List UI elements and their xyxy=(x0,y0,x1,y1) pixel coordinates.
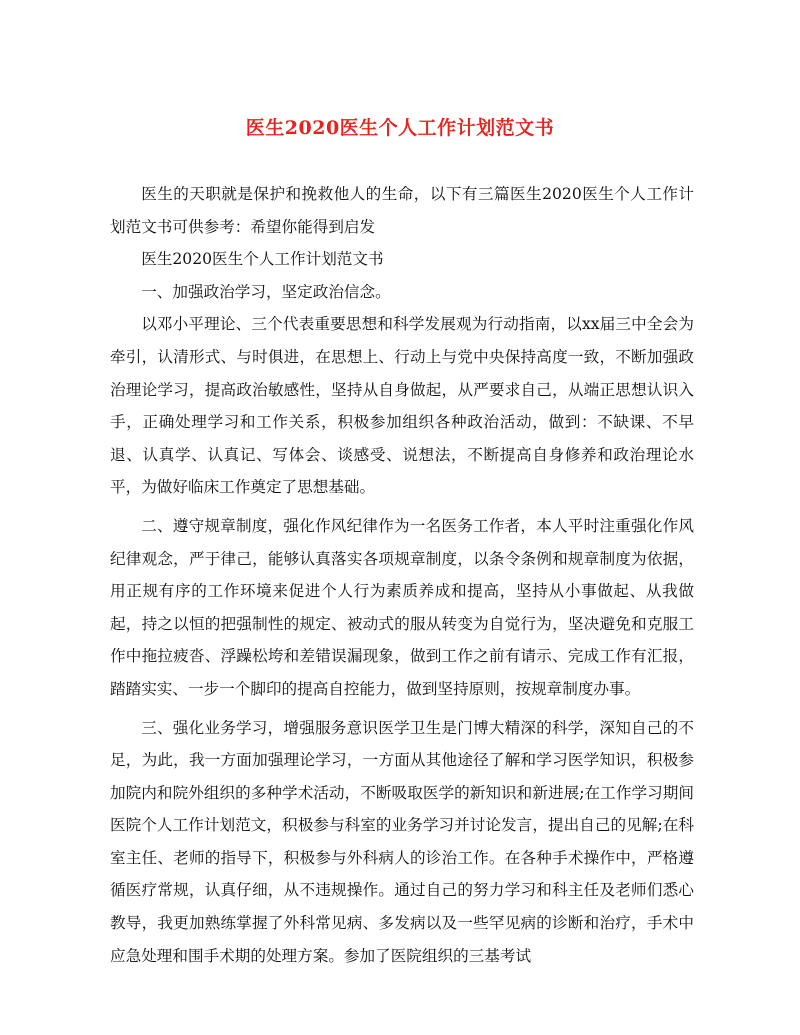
section-paragraph-3: 三、强化业务学习，增强服务意识医学卫生是门博大精深的科学，深知自己的不足，为此，我一方面加强理论学习，一方面从其他途径了解和学习医学知识，积极参加院内和院外组织的多种学术活动，不断吸取医学的新知识和新进展;在工作学习期间医院个人工作计划范文，积极参与科室的业务学习并讨论发言，提出自己的见解;在科室主任、老师的指导下，积极参与外科病人的诊治工作。在各种手术操作中，严格遵循医疗常规，认真仔细，从不违规操作。通过自己的努力学习和科主任及老师们悉心教导，我更加熟练掌握了外科常见病、多发病以及一些罕见病的诊断和治疗，手术中应急处理和围手术期的处理方案。参加了医院组织的三基考试 xyxy=(110,718,694,965)
intro-paragraph: 医生的天职就是保护和挽救他人的生命，以下有三篇医生2020医生个人工作计划范文书可供参考：希望你能得到启发 xyxy=(110,185,694,236)
subtitle-paragraph: 医生2020医生个人工作计划范文书 xyxy=(141,250,384,269)
section-paragraph-1: 以邓小平理论、三个代表重要思想和科学发展观为行动指南，以xx届三中全会为牵引，认清形式、与时俱进，在思想上、行动上与党中央保持高度一致，不断加强政治理论学习，提高政治敏感性，坚持从自身做起，从严要求自己，从端正思想认识入手，正确处理学习和工作关系，积极参加组织各种政治活动，做到：不缺课、不早退、认真学、认真记、写体会、谈感受、说想法，不断提高自身修养和政治理论水平，为做好临床工作奠定了思想基础。 xyxy=(110,315,694,497)
document-title: 医生2020医生个人工作计划范文书 xyxy=(245,117,555,139)
section-paragraph-2: 二、遵守规章制度，强化作风纪律作为一名医务工作者，本人平时注重强化作风纪律观念，严于律己，能够认真落实各项规章制度，以条令条例和规章制度为依据，用正规有序的工作环境来促进个人行为素质养成和提高，坚持从小事做起、从我做起，持之以恒的把强制性的规定、被动式的服从转变为自觉行为，坚决避免和克服工作中拖拉疲沓、浮躁松垮和差错误漏现象，做到工作之前有请示、完成工作有汇报，踏踏实实、一步一个脚印的提高自控能力，做到坚持原则，按规章制度办事。 xyxy=(110,516,694,698)
document-body xyxy=(110,178,694,972)
section-heading-1: 一、加强政治学习，坚定政治信念。 xyxy=(141,282,391,301)
